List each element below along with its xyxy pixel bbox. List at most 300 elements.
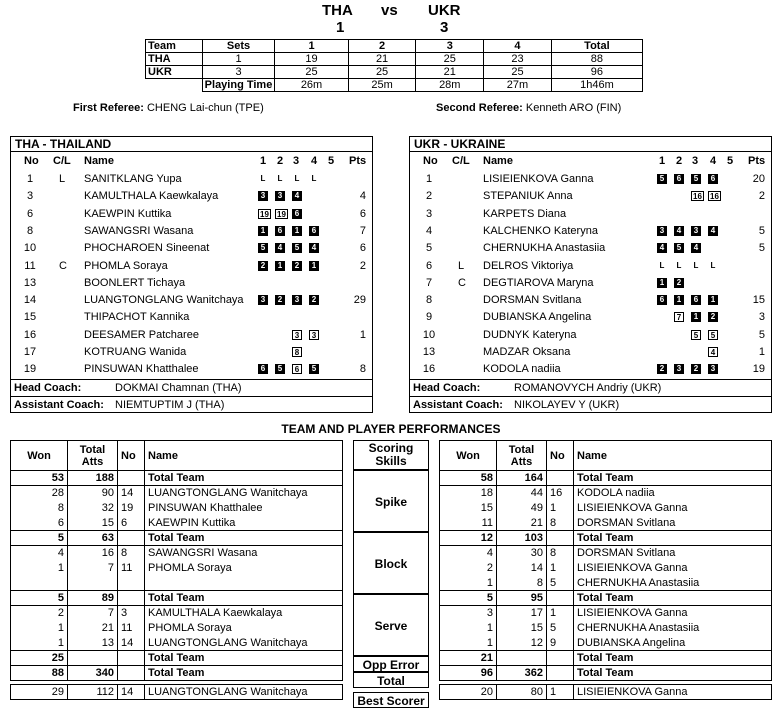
performance-row [11, 531, 343, 546]
player-number: 13 [422, 346, 436, 358]
atts-cell: 16 [68, 546, 118, 561]
name-header: Name [574, 441, 772, 471]
player-number: 1 [26, 173, 34, 185]
player-number: 8 [425, 294, 433, 307]
team-b-sets: 3 [440, 19, 449, 36]
set-position-box: 4 [292, 191, 302, 201]
player-name: KAEWPIN Kuttika [84, 207, 172, 220]
tha-col-header [11, 153, 372, 170]
no-cell: 1 [547, 685, 574, 700]
set-position-box: 1 [309, 261, 319, 271]
set-position-box: 4 [309, 243, 319, 253]
score-cell: 21 [416, 66, 484, 79]
set-position-box: 2 [691, 364, 701, 374]
performance-row [440, 561, 772, 576]
perf-head-row [440, 441, 772, 471]
won-cell: 21 [440, 651, 497, 666]
atts-cell: 90 [68, 486, 118, 501]
atts-cell: 340 [68, 666, 118, 681]
name-cell: SAWANGSRI Wasana [145, 546, 343, 561]
set-position-box: L [659, 260, 665, 270]
assistant-coach-label: Assistant Coach: [413, 399, 503, 411]
set-position-box: 1 [674, 295, 684, 305]
name-cell: Total Team [145, 471, 343, 486]
set-position-box: L [260, 174, 266, 183]
player-name: PHOCHAROEN Sineenat [84, 242, 210, 255]
col-pts: Pts [748, 155, 766, 167]
set-position-box: 3 [309, 330, 319, 340]
player-row [410, 344, 771, 361]
player-name: SAWANGSRI Wasana [84, 224, 194, 237]
won-cell: 28 [11, 486, 68, 501]
set-position-box: L [676, 260, 682, 270]
performance-title: TEAM AND PLAYER PERFORMANCES [281, 422, 501, 436]
head-coach-value: DOKMAI Chamnan (THA) [115, 382, 242, 394]
name-header: Name [145, 441, 343, 471]
player-number: 10 [23, 242, 37, 255]
tha-title: THA - THAILAND [11, 137, 372, 152]
tha-performance-table [10, 440, 343, 700]
won-cell: 1 [440, 576, 497, 591]
player-name: DORSMAN Svitlana [483, 294, 582, 307]
head-coach-value: ROMANOVYCH Andriy (UKR) [514, 382, 662, 394]
player-name: KOTRUANG Wanida [84, 346, 187, 358]
player-name: BOONLERT Tichaya [84, 276, 186, 289]
won-cell: 58 [440, 471, 497, 486]
set-position-box: L [294, 174, 300, 183]
performance-row [11, 546, 343, 561]
player-number: 10 [422, 328, 436, 341]
ukr-assistant-coach [410, 396, 771, 413]
performance-row [11, 621, 343, 636]
no-cell: 8 [547, 516, 574, 531]
skill-total: Total [353, 672, 429, 688]
won-cell: 25 [11, 651, 68, 666]
time-cell: 26m [275, 79, 348, 92]
set-position-box: 3 [292, 295, 302, 305]
col-name: Name [84, 155, 114, 167]
won-cell: 96 [440, 666, 497, 681]
name-cell [145, 576, 343, 591]
set-position-box: 4 [708, 226, 718, 236]
name-cell: Total Team [145, 531, 343, 546]
no-cell: 14 [118, 685, 145, 700]
player-points: 15 [752, 294, 765, 307]
name-cell: Total Team [145, 651, 343, 666]
won-cell: 29 [11, 685, 68, 700]
no-cell [547, 471, 574, 486]
name-cell: DORSMAN Svitlana [574, 546, 772, 561]
won-cell: 5 [11, 531, 68, 546]
player-name: STEPANIUK Anna [483, 190, 573, 203]
player-number: 3 [425, 207, 433, 220]
performance-row [440, 501, 772, 516]
won-cell: 1 [11, 561, 68, 576]
skill-opp-error: Opp Error [353, 656, 429, 672]
set-position-box: 4 [708, 347, 718, 357]
score-cell: THA [146, 53, 203, 66]
player-number: 1 [425, 173, 433, 185]
won-header: Won [440, 441, 497, 471]
set-position-box: 6 [657, 295, 667, 305]
set-position-box: 1 [258, 226, 268, 236]
atts-cell: 164 [497, 471, 547, 486]
performance-row [440, 531, 772, 546]
set-position-box: 2 [657, 364, 667, 374]
performance-row [11, 685, 343, 700]
player-row [11, 327, 372, 344]
player-name: DEESAMER Patcharee [84, 328, 199, 341]
set-position-box: 5 [657, 174, 667, 184]
player-row [410, 292, 771, 309]
player-name: DUBIANSKA Angelina [483, 311, 592, 324]
won-cell: 1 [11, 621, 68, 636]
set-position-box: 5 [258, 243, 268, 253]
set-position-box: 3 [708, 364, 718, 374]
set-position-box: 3 [292, 330, 302, 340]
name-cell: LISIEIENKOVA Ganna [574, 501, 772, 516]
score-head-cell: Team [146, 40, 203, 53]
player-row [410, 171, 771, 188]
performance-row [11, 561, 343, 576]
name-cell: Total Team [574, 651, 772, 666]
name-cell: LUANGTONGLANG Wanitchaya [145, 486, 343, 501]
player-name: CHERNUKHA Anastasiia [483, 242, 606, 255]
set-position-box: 1 [708, 295, 718, 305]
set-position-box: 6 [309, 226, 319, 236]
player-row [410, 361, 771, 378]
score-cell: 19 [275, 53, 348, 66]
name-cell: KAMULTHALA Kaewkalaya [145, 606, 343, 621]
col-set5: 5 [328, 155, 335, 167]
atts-cell: 8 [497, 576, 547, 591]
playing-time-row [146, 79, 643, 92]
skill-spike: Spike [353, 470, 429, 532]
set-position-box: 6 [275, 226, 285, 236]
performance-row [11, 651, 343, 666]
score-row-tha [146, 53, 643, 66]
set-position-box: 6 [708, 174, 718, 184]
score-cell: 96 [551, 66, 642, 79]
score-cell: 25 [416, 53, 484, 66]
player-row [11, 258, 372, 275]
performance-row [11, 591, 343, 606]
set-position-box: 7 [674, 312, 684, 322]
player-row [410, 223, 771, 240]
set-position-box: 5 [309, 364, 319, 374]
score-table [145, 39, 643, 92]
first-referee-label: First Referee: [73, 102, 144, 114]
no-cell: 6 [118, 516, 145, 531]
won-cell: 4 [11, 546, 68, 561]
scoring-skills-header: Scoring Skills [353, 440, 429, 470]
performance-row [11, 516, 343, 531]
tha-head-coach [11, 379, 372, 396]
player-points: 6 [359, 242, 366, 255]
head-coach-label: Head Coach: [14, 382, 82, 394]
player-name: DEGTIAROVA Maryna [483, 276, 594, 289]
ukr-col-header [410, 153, 771, 170]
set-position-box: 2 [309, 295, 319, 305]
player-points: 1 [758, 346, 765, 358]
score-head-cell: Total [551, 40, 642, 53]
vs-label: vs [381, 2, 398, 19]
performance-row [440, 591, 772, 606]
score-head-cell: 4 [484, 40, 552, 53]
no-cell: 11 [118, 561, 145, 576]
no-cell [118, 651, 145, 666]
name-cell: LISIEIENKOVA Ganna [574, 606, 772, 621]
performance-row [440, 486, 772, 501]
no-cell [547, 666, 574, 681]
player-points: 19 [752, 363, 765, 376]
time-cell: 25m [348, 79, 416, 92]
set-position-box: 8 [292, 347, 302, 357]
performance-row [440, 546, 772, 561]
first-referee [73, 102, 264, 114]
player-row [410, 258, 771, 275]
atts-cell: 95 [497, 591, 547, 606]
player-number: 17 [23, 346, 37, 358]
set-position-box: 6 [292, 209, 302, 219]
player-row [11, 344, 372, 361]
col-set2: 2 [277, 155, 284, 167]
won-cell: 53 [11, 471, 68, 486]
won-cell: 2 [440, 561, 497, 576]
player-row [410, 309, 771, 326]
col-no: No [423, 155, 438, 167]
name-cell: Total Team [574, 591, 772, 606]
atts-cell [68, 651, 118, 666]
no-cell [547, 651, 574, 666]
won-cell: 3 [440, 606, 497, 621]
name-cell: DORSMAN Svitlana [574, 516, 772, 531]
player-number: 8 [26, 224, 34, 237]
no-cell: 3 [118, 606, 145, 621]
col-name: Name [483, 155, 513, 167]
player-name: PINSUWAN Khatthalee [84, 363, 199, 376]
set-position-box: 1 [657, 278, 667, 288]
atts-cell: 63 [68, 531, 118, 546]
atts-cell: 21 [68, 621, 118, 636]
empty-cell [146, 79, 203, 92]
player-row [11, 361, 372, 378]
col-no: No [24, 155, 39, 167]
player-points: 20 [752, 173, 765, 185]
no-cell: 1 [547, 561, 574, 576]
no-cell: 14 [118, 636, 145, 651]
player-number: 6 [26, 207, 34, 220]
set-position-box: 3 [258, 191, 268, 201]
player-points: 3 [758, 311, 765, 324]
no-cell: 1 [547, 606, 574, 621]
set-position-box: 1 [275, 261, 285, 271]
no-header: No [118, 441, 145, 471]
name-cell: LISIEIENKOVA Ganna [574, 561, 772, 576]
no-cell: 5 [547, 621, 574, 636]
no-cell [547, 591, 574, 606]
performance-row [440, 576, 772, 591]
atts-cell: 103 [497, 531, 547, 546]
no-header: No [547, 441, 574, 471]
player-name: THIPACHOT Kannika [84, 311, 190, 324]
score-head-cell: 2 [348, 40, 416, 53]
total-atts-header: Total Atts [68, 441, 118, 471]
player-number: 4 [425, 224, 433, 237]
second-referee [436, 102, 621, 114]
atts-cell: 30 [497, 546, 547, 561]
won-cell: 1 [440, 636, 497, 651]
no-cell: 8 [547, 546, 574, 561]
player-role: L [59, 173, 66, 185]
atts-cell: 7 [68, 561, 118, 576]
atts-cell: 13 [68, 636, 118, 651]
atts-cell: 7 [68, 606, 118, 621]
atts-cell: 49 [497, 501, 547, 516]
team-b-code: UKR [428, 2, 461, 19]
first-referee-value: CHENG Lai-chun (TPE) [146, 102, 264, 114]
player-number: 3 [26, 190, 34, 203]
player-number: 7 [425, 276, 433, 289]
player-name: MADZAR Oksana [483, 346, 571, 358]
head-coach-label: Head Coach: [413, 382, 481, 394]
name-cell: Total Team [145, 591, 343, 606]
player-row [410, 275, 771, 292]
player-number: 19 [23, 363, 37, 376]
set-position-box: 2 [708, 312, 718, 322]
won-header: Won [11, 441, 68, 471]
skill-serve: Serve [353, 594, 429, 656]
atts-cell [68, 576, 118, 591]
no-cell [118, 591, 145, 606]
score-cell: 1 [202, 53, 275, 66]
won-cell: 12 [440, 531, 497, 546]
no-cell: 16 [547, 486, 574, 501]
name-cell: DUBIANSKA Angelina [574, 636, 772, 651]
score-cell: 88 [551, 53, 642, 66]
assistant-coach-value: NIEMTUPTIM J (THA) [115, 399, 225, 411]
set-position-box: 3 [258, 295, 268, 305]
playing-time-label: Playing Time [202, 79, 275, 92]
performance-row [11, 636, 343, 651]
atts-cell: 17 [497, 606, 547, 621]
player-points: 2 [359, 259, 366, 272]
won-cell [11, 576, 68, 591]
set-position-box: 5 [292, 243, 302, 253]
player-row [11, 292, 372, 309]
score-head-cell: Sets [202, 40, 275, 53]
player-number: 16 [422, 363, 436, 376]
performance-row [11, 471, 343, 486]
performance-row [11, 576, 343, 591]
performance-row [11, 666, 343, 681]
score-cell: 23 [484, 53, 552, 66]
won-cell: 5 [11, 591, 68, 606]
score-head-cell: 1 [275, 40, 348, 53]
player-name: KALCHENKO Kateryna [483, 224, 598, 237]
player-number: 15 [23, 311, 37, 324]
set-position-box: 2 [275, 295, 285, 305]
set-position-box: 16 [691, 191, 704, 201]
col-set5: 5 [727, 155, 734, 167]
set-position-box: 3 [275, 191, 285, 201]
set-position-box: L [710, 260, 716, 270]
set-position-box: 2 [292, 261, 302, 271]
player-name: DELROS Viktoriya [483, 259, 574, 272]
score-row-ukr [146, 66, 643, 79]
scoring-skills-column [353, 440, 429, 708]
set-position-box: 5 [275, 364, 285, 374]
set-position-box: 6 [258, 364, 268, 374]
performance-row [440, 471, 772, 486]
performance-row [440, 621, 772, 636]
name-cell: LISIEIENKOVA Ganna [574, 685, 772, 700]
set-position-box: 19 [258, 209, 271, 219]
team-a-code: THA [322, 2, 353, 19]
set-position-box: 4 [674, 226, 684, 236]
name-cell: Total Team [574, 666, 772, 681]
no-cell: 11 [118, 621, 145, 636]
time-cell: 1h46m [551, 79, 642, 92]
atts-cell: 80 [497, 685, 547, 700]
player-name: PHOMLA Soraya [84, 259, 168, 272]
player-row [11, 240, 372, 257]
no-cell [118, 531, 145, 546]
set-position-box: L [693, 260, 699, 270]
ukr-performance-table [439, 440, 772, 700]
perf-head-row [11, 441, 343, 471]
no-cell: 8 [118, 546, 145, 561]
won-cell: 2 [11, 606, 68, 621]
player-points: 7 [359, 224, 366, 237]
player-points: 1 [359, 328, 366, 341]
player-name: LUANGTONGLANG Wanitchaya [84, 294, 244, 307]
score-cell: 25 [348, 66, 416, 79]
won-cell: 20 [440, 685, 497, 700]
player-number: 13 [23, 276, 37, 289]
no-cell: 19 [118, 501, 145, 516]
col-cl: C/L [53, 155, 71, 167]
set-position-box: 19 [275, 209, 288, 219]
assistant-coach-label: Assistant Coach: [14, 399, 104, 411]
won-cell: 6 [11, 516, 68, 531]
score-head-cell: 3 [416, 40, 484, 53]
no-cell [547, 531, 574, 546]
player-points: 5 [758, 242, 765, 255]
player-points: 29 [353, 294, 366, 307]
performance-row [11, 606, 343, 621]
name-cell: CHERNUKHA Anastasiia [574, 621, 772, 636]
performance-row [440, 636, 772, 651]
set-position-box: 5 [691, 174, 701, 184]
col-set4: 4 [710, 155, 717, 167]
atts-cell: 32 [68, 501, 118, 516]
set-position-box: 4 [691, 243, 701, 253]
name-cell: KAEWPIN Kuttika [145, 516, 343, 531]
ukr-roster [409, 136, 772, 413]
total-atts-header: Total Atts [497, 441, 547, 471]
player-number: 14 [23, 294, 37, 307]
no-cell: 9 [547, 636, 574, 651]
won-cell: 18 [440, 486, 497, 501]
performance-row [440, 651, 772, 666]
atts-cell: 112 [68, 685, 118, 700]
atts-cell: 15 [497, 621, 547, 636]
no-cell: 14 [118, 486, 145, 501]
won-cell: 5 [440, 591, 497, 606]
player-name: KARPETS Diana [483, 207, 567, 220]
player-row [11, 206, 372, 223]
